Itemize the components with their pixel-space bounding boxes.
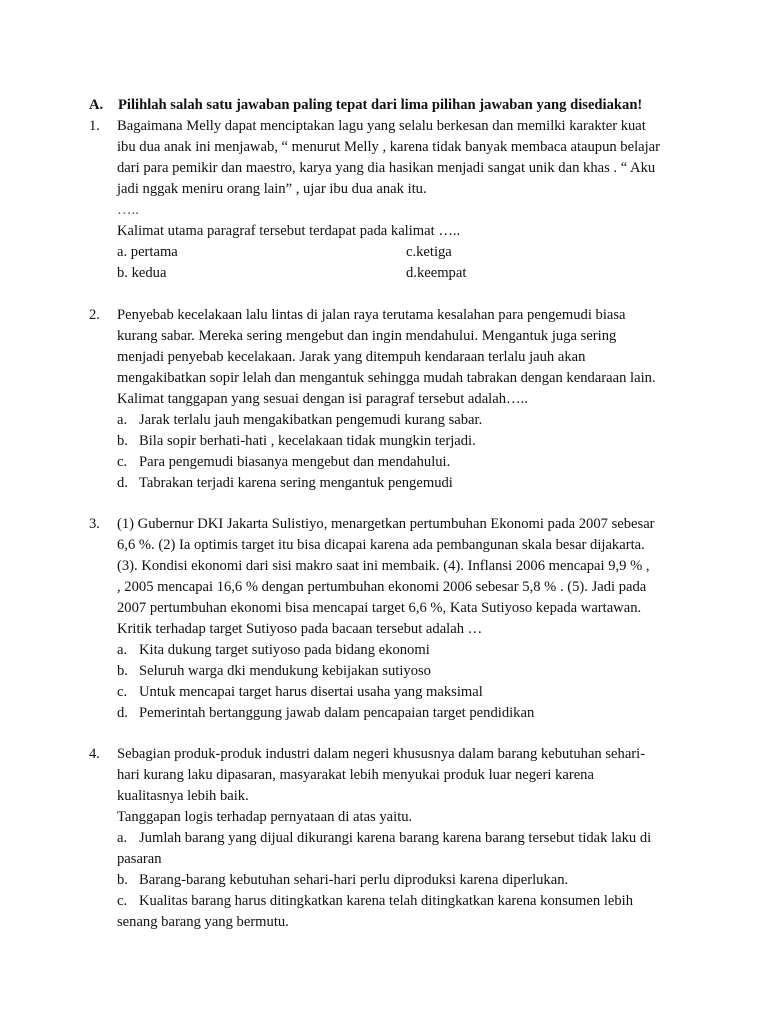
question-prompt: Tanggapan logis terhadap pernyataan di atas yaitu.: [117, 809, 413, 825]
option-text: Seluruh warga dki mendukung kebijakan sutiyoso: [139, 663, 431, 679]
answer-option-a: [117, 410, 689, 431]
answer-option-d: [117, 473, 689, 494]
option-letter: a.: [117, 642, 128, 658]
option-letter: c.: [117, 684, 128, 700]
answer-option-a: [117, 828, 689, 849]
option-text: Para pengemudi biasanya mengebut dan mendahului.: [139, 454, 451, 470]
question-text-line: menjadi penyebab kecelakaan. Jarak yang ditempuh kendaraan terlalu jauh akan: [117, 349, 586, 365]
question-text-line: Penyebab kecelakaan lalu lintas di jalan raya terutama kesalahan para pengemudi biasa: [117, 307, 626, 323]
answer-option-d: [117, 703, 689, 724]
answer-option-d: d.keempat: [406, 265, 467, 281]
question-text-line: Sebagian produk-produk industri dalam negeri khususnya dalam barang kebutuhan sehari-: [117, 746, 646, 762]
question-text-line: 2007 pertumbuhan ekonomi bisa mencapai target 6,6 %, Kata Sutiyoso kepada wartawan.: [117, 600, 642, 616]
question-prompt: Kritik terhadap target Sutiyoso pada bacaan tersebut adalah …: [117, 621, 483, 637]
question-text-line: , 2005 mencapai 16,6 % dengan pertumbuhan ekonomi 2006 sebesar 5,8 % . (5). Jadi pada: [117, 579, 647, 595]
question-text-line: dari para pemikir dan maestro, karya yang dia hasikan menjadi sangat unik dan khas . “ Aku: [117, 160, 656, 176]
question-number: 3.: [89, 516, 100, 532]
question-number: 4.: [89, 746, 100, 762]
question-text-line: (1) Gubernur DKI Jakarta Sulistiyo, menargetkan pertumbuhan Ekonomi pada 2007 sebesar: [117, 516, 655, 532]
option-text: Untuk mencapai target harus disertai usaha yang maksimal: [139, 684, 483, 700]
answer-option-b: [117, 870, 689, 891]
option-letter: a.: [117, 412, 128, 428]
ellipsis-line: …..: [117, 202, 139, 218]
answer-option-a: [117, 640, 689, 661]
question-number: 1.: [89, 118, 100, 134]
question-text-line: (3). Kondisi ekonomi dari sisi makro saat ini membaik. (4). Inflansi 2006 mencapai 9,9 % ,: [117, 558, 650, 574]
answer-option-c: [117, 891, 689, 912]
question-text-line: ibu dua anak ini menjawab, “ menurut Melly , karena tidak banyak membaca ataupun belajar: [117, 139, 661, 155]
question-1: [89, 116, 689, 284]
option-letter: b.: [117, 872, 128, 888]
option-letter: a.: [117, 830, 128, 846]
answer-option-b: b. kedua: [117, 265, 167, 281]
section-heading: [89, 95, 729, 116]
question-prompt: Kalimat tanggapan yang sesuai dengan isi paragraf tersebut adalah…..: [117, 391, 528, 407]
question-body: [117, 305, 689, 494]
option-text: Jarak terlalu jauh mengakibatkan pengemudi kurang sabar.: [139, 412, 483, 428]
option-letter: b.: [117, 663, 128, 679]
option-text: Kualitas barang harus ditingkatkan karena telah ditingkatkan karena konsumen lebih: [139, 893, 633, 909]
option-continuation: senang barang yang bermutu.: [117, 914, 289, 930]
question-4: [89, 744, 689, 933]
option-letter: d.: [117, 475, 128, 491]
answer-option-c: [117, 682, 689, 703]
question-text-line: Bagaimana Melly dapat menciptakan lagu yang selalu berkesan dan memilki karakter kuat: [117, 118, 646, 134]
question-prompt: Kalimat utama paragraf tersebut terdapat pada kalimat …..: [117, 223, 461, 239]
question-text-line: kurang sabar. Mereka sering mengebut dan ingin mendahului. Mengantuk juga sering: [117, 328, 617, 344]
section-letter: A.: [89, 97, 104, 113]
option-letter: b.: [117, 433, 128, 449]
option-text: Pemerintah bertanggung jawab dalam pencapaian target pendidikan: [139, 705, 535, 721]
answer-option-c: [117, 452, 689, 473]
option-letter: c.: [117, 454, 128, 470]
question-text-line: mengakibatkan sopir lelah dan mengantuk sehingga mudah tabrakan dengan kendaraan lain.: [117, 370, 656, 386]
option-text: Bila sopir berhati-hati , kecelakaan tidak mungkin terjadi.: [139, 433, 476, 449]
option-text: Barang-barang kebutuhan sehari-hari perlu diproduksi karena diperlukan.: [139, 872, 569, 888]
option-text: Jumlah barang yang dijual dikurangi karena barang karena barang tersebut tidak laku di: [139, 830, 652, 846]
question-body: [117, 744, 689, 933]
option-letter: d.: [117, 705, 128, 721]
question-number: 2.: [89, 307, 100, 323]
option-letter: c.: [117, 893, 128, 909]
answer-option-c: c.ketiga: [406, 244, 452, 260]
question-text-line: kualitasnya lebih baik.: [117, 788, 249, 804]
option-text: Kita dukung target sutiyoso pada bidang ekonomi: [139, 642, 430, 658]
question-body: [117, 514, 689, 724]
question-text-line: hari kurang laku dipasaran, masyarakat lebih menyukai produk luar negeri karena: [117, 767, 594, 783]
answer-option-a: a. pertama: [117, 244, 178, 260]
answer-option-b: [117, 661, 689, 682]
question-3: [89, 514, 689, 724]
question-2: [89, 305, 689, 494]
question-body: [117, 116, 689, 284]
section-title: Pilihlah salah satu jawaban paling tepat dari lima pilihan jawaban yang disediakan!: [118, 97, 643, 113]
answer-option-b: [117, 431, 689, 452]
question-text-line: 6,6 %. (2) Ia optimis target itu bisa dicapai karena ada pembangunan skala besar dijakarta.: [117, 537, 645, 553]
answer-options: [117, 242, 689, 284]
option-continuation: pasaran: [117, 851, 162, 867]
option-text: Tabrakan terjadi karena sering mengantuk pengemudi: [139, 475, 453, 491]
question-text-line: jadi nggak meniru orang lain” , ujar ibu dua anak itu.: [117, 181, 427, 197]
